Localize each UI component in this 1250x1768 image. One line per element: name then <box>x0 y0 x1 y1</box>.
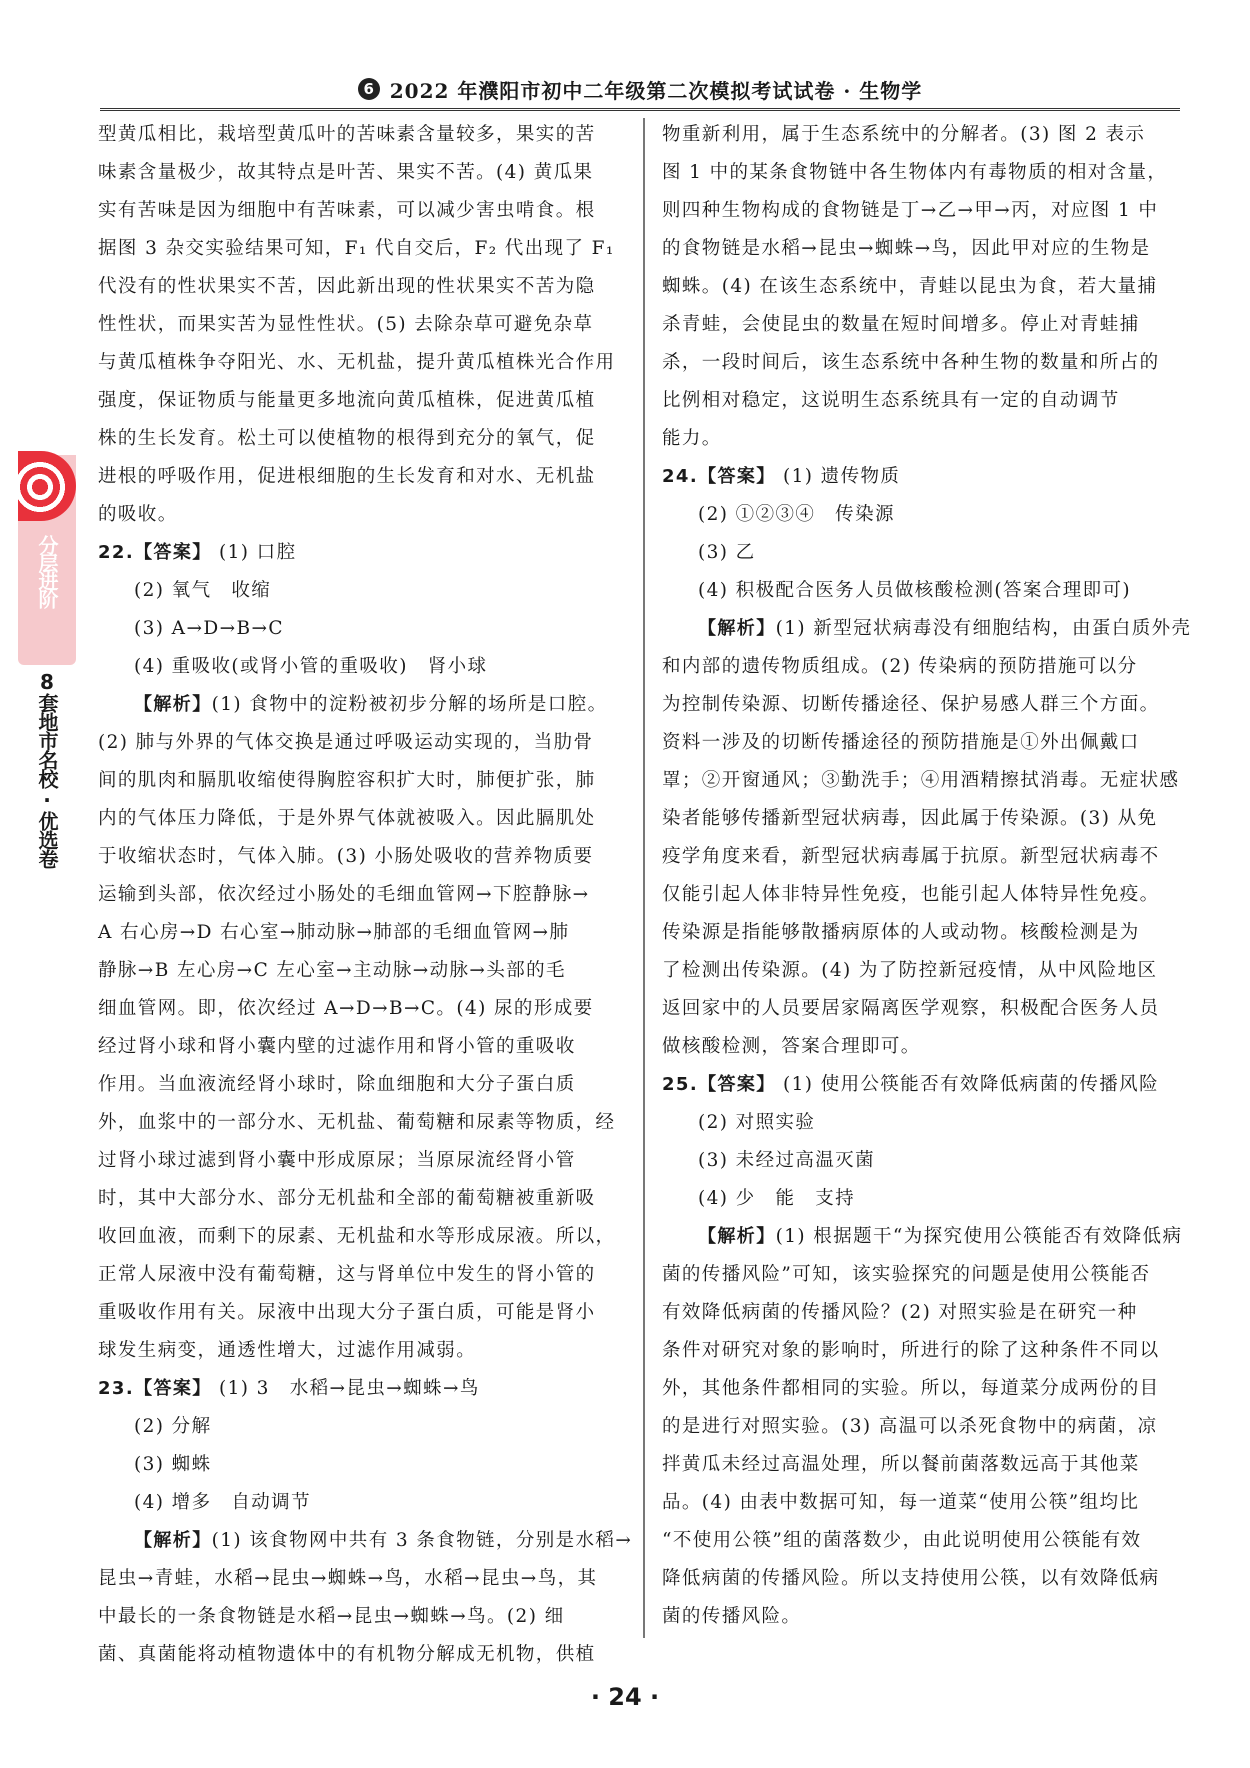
analysis-text: (1) 该食物网中共有 3 条食物链，分别是水稻→ <box>211 1530 633 1551</box>
q22-number: 22. <box>98 542 135 563</box>
text-line: 强度，保证物质与能量更多地流向黄瓜植株，促进黄瓜植 <box>98 390 596 411</box>
text-line: 的吸收。 <box>98 504 178 525</box>
q23-block <box>98 1370 633 1674</box>
text-line: 物重新利用，属于生态系统中的分解者。(3) 图 2 表示 <box>662 124 1146 145</box>
text-line: 于收缩状态时，气体入肺。(3) 小肠处吸收的营养物质要 <box>98 846 594 867</box>
text-line: 传染源是指能够散播病原体的人或动物。核酸检测是为 <box>662 922 1140 943</box>
q23-answer-4: (4) 增多 自动调节 <box>134 1492 311 1513</box>
text-line: 图 1 中的某条食物链中各生物体内有毒物质的相对含量， <box>662 162 1168 183</box>
q25-answer-3: (3) 未经过高温灭菌 <box>698 1150 875 1171</box>
analysis-tag: 【解析】 <box>134 1530 212 1551</box>
text-line: 味素含量极少，故其特点是叶苦、果实不苦。(4) 黄瓜果 <box>98 162 594 183</box>
text-line: 则四种生物构成的食物链是丁→乙→甲→丙，对应图 1 中 <box>662 200 1159 221</box>
text-line: 株的生长发育。松土可以使植物的根得到充分的氧气，促 <box>98 428 596 449</box>
q23-answer-tag: 【答案】 <box>134 1378 212 1399</box>
text-line: 细血管网。即，依次经过 A→D→B→C。(4) 尿的形成要 <box>98 998 594 1019</box>
text-line: “不使用公筷”组的菌落数少，由此说明使用公筷能有效 <box>662 1530 1142 1551</box>
left-column <box>98 116 633 1674</box>
text-line: 比例相对稳定，这说明生态系统具有一定的自动调节 <box>662 390 1120 411</box>
text-line: 据图 3 杂交实验结果可知，F₁ 代自交后，F₂ 代出现了 F₁ <box>98 238 615 259</box>
analysis-tag: 【解析】 <box>698 1226 776 1247</box>
text-line: 有效降低病菌的传播风险？(2) 对照实验是在研究一种 <box>662 1302 1138 1323</box>
text-line <box>98 1522 633 1560</box>
q23-continuation <box>662 116 1182 458</box>
text-line: (2) 肺与外界的气体交换是通过呼吸运动实现的，当肋骨 <box>98 732 594 753</box>
q23-analysis <box>98 1522 633 1674</box>
q22-answer-2: (2) 氧气 收缩 <box>134 580 272 601</box>
q21-continuation <box>98 116 628 534</box>
q25-answer-1: (1) 使用公筷能否有效降低病菌的传播风险 <box>782 1074 1159 1095</box>
text-line: 昆虫→青蛙，水稻→昆虫→蜘蛛→鸟，水稻→昆虫→鸟，其 <box>98 1568 598 1589</box>
text-line: 代没有的性状果实不苦，因此新出现的性状果实不苦为隐 <box>98 276 596 297</box>
q23-number: 23. <box>98 1378 135 1399</box>
q25-block <box>662 1066 1182 1636</box>
q24-number: 24. <box>662 466 699 487</box>
right-column <box>662 116 1192 1636</box>
analysis-text: (1) 根据题干“为探究使用公筷能否有效降低病 <box>775 1226 1183 1247</box>
q25-number: 25. <box>662 1074 699 1095</box>
text-line: 球发生病变，通透性增大，过滤作用减弱。 <box>98 1340 477 1361</box>
q24-answer-4: (4) 积极配合医务人员做核酸检测(答案合理即可) <box>698 580 1132 601</box>
text-line: 进根的呼吸作用，促进根细胞的生长发育和对水、无机盐 <box>98 466 596 487</box>
page-title: 2022 年濮阳市初中二年级第二次模拟考试试卷 · 生物学 <box>389 78 923 103</box>
q24-answer-2: (2) ①②③④ 传染源 <box>698 504 895 525</box>
text-line: 运输到头部，依次经过小肠处的毛细血管网→下腔静脉→ <box>98 884 590 905</box>
q22-block <box>98 534 628 1370</box>
text-line: 返回家中的人员要居家隔离医学观察，积极配合医务人员 <box>662 998 1160 1019</box>
header-badge: 6 <box>358 78 380 100</box>
text-line: 仅能引起人体非特异性免疫，也能引起人体特异性免疫。 <box>662 884 1160 905</box>
text-line: 为控制传染源、切断传播途径、保护易感人群三个方面。 <box>662 694 1160 715</box>
q25-answer-2: (2) 对照实验 <box>698 1112 816 1133</box>
q24-answer-1: (1) 遗传物质 <box>782 466 901 487</box>
text-line: 菌的传播风险”可知，该实验探究的问题是使用公筷能否 <box>662 1264 1151 1285</box>
text-line: 外，血浆中的一部分水、无机盐、葡萄糖和尿素等物质，经 <box>98 1112 616 1133</box>
q25-answer-4: (4) 少 能 支持 <box>698 1188 856 1209</box>
q23-answer-3: (3) 蜘蛛 <box>134 1454 212 1475</box>
text-line: 疫学角度来看，新型冠状病毒属于抗原。新型冠状病毒不 <box>662 846 1160 867</box>
text-line: A 右心房→D 右心室→肺动脉→肺部的毛细血管网→肺 <box>98 922 570 943</box>
q22-answer-3: (3) A→D→B→C <box>134 618 284 639</box>
text-line: 杀青蛙，会使昆虫的数量在短时间增多。停止对青蛙捕 <box>662 314 1140 335</box>
q24-analysis <box>662 610 1192 1066</box>
text-line: 蜘蛛。(4) 在该生态系统中，青蛙以昆虫为食，若大量捕 <box>662 276 1158 297</box>
text-line: 降低病菌的传播风险。所以支持使用公筷，以有效降低病 <box>662 1568 1160 1589</box>
text-line <box>662 610 1192 648</box>
text-line: 罩；②开窗通风；③勤洗手；④用酒精擦拭消毒。无症状感 <box>662 770 1180 791</box>
text-line: 杀，一段时间后，该生态系统中各种生物的数量和所占的 <box>662 352 1160 373</box>
q22-answer-4: (4) 重吸收(或肾小管的重吸收) 肾小球 <box>134 656 488 677</box>
text-line <box>98 686 628 724</box>
text-line: 拌黄瓜未经过高温处理，所以餐前菌落数远高于其他菜 <box>662 1454 1140 1475</box>
text-line: 性性状，而果实苦为显性性状。(5) 去除杂草可避免杂草 <box>98 314 594 335</box>
side-series-label: 8套地市名校·优选卷 <box>35 670 59 868</box>
text-line <box>662 1218 1182 1256</box>
column-divider <box>643 118 645 1638</box>
q24-block <box>662 458 1192 1066</box>
text-line: 实有苦味是因为细胞中有苦味素，可以减少害虫啃食。根 <box>98 200 596 221</box>
q22-answer-1: (1) 口腔 <box>218 542 297 563</box>
text-line: 过肾小球过滤到肾小囊中形成原尿；当原尿流经肾小管 <box>98 1150 576 1171</box>
text-line: 间的肌肉和膈肌收缩使得胸腔容积扩大时，肺便扩张，肺 <box>98 770 596 791</box>
text-line: 时，其中大部分水、部分无机盐和全部的葡萄糖被重新吸 <box>98 1188 596 1209</box>
text-line: 了检测出传染源。(4) 为了防控新冠疫情，从中风险地区 <box>662 960 1158 981</box>
text-line: 的食物链是水稻→昆虫→蜘蛛→鸟，因此甲对应的生物是 <box>662 238 1151 259</box>
text-line: 正常人尿液中没有葡萄糖，这与肾单位中发生的肾小管的 <box>98 1264 596 1285</box>
q22-answer-tag: 【答案】 <box>134 542 212 563</box>
q23-answer-1: (1) 3 水稻→昆虫→蜘蛛→鸟 <box>218 1378 480 1399</box>
side-tab <box>18 455 76 665</box>
q22-analysis <box>98 686 628 1370</box>
page-number: · 24 · <box>590 1683 660 1711</box>
q25-analysis <box>662 1218 1182 1636</box>
text-line: 做核酸检测，答案合理即可。 <box>662 1036 921 1057</box>
page-header <box>100 70 1180 111</box>
text-line: 静脉→B 左心房→C 左心室→主动脉→动脉→头部的毛 <box>98 960 566 981</box>
text-line: 内的气体压力降低，于是外界气体就被吸入。因此膈肌处 <box>98 808 596 829</box>
analysis-text: (1) 新型冠状病毒没有细胞结构，由蛋白质外壳 <box>775 618 1192 639</box>
analysis-tag: 【解析】 <box>134 694 212 715</box>
text-line: 作用。当血液流经肾小球时，除血细胞和大分子蛋白质 <box>98 1074 576 1095</box>
side-tab-label: 分层进阶 <box>35 535 59 607</box>
text-line: 型黄瓜相比，栽培型黄瓜叶的苦味素含量较多，果实的苦 <box>98 124 596 145</box>
text-line: 菌的传播风险。 <box>662 1606 802 1627</box>
analysis-text: (1) 食物中的淀粉被初步分解的场所是口腔。 <box>211 694 608 715</box>
text-line: 经过肾小球和肾小囊内壁的过滤作用和肾小管的重吸收 <box>98 1036 576 1057</box>
text-line: 外，其他条件都相同的实验。所以，每道菜分成两份的目 <box>662 1378 1160 1399</box>
text-line: 重吸收作用有关。尿液中出现大分子蛋白质，可能是肾小 <box>98 1302 596 1323</box>
q25-answer-tag: 【答案】 <box>698 1074 776 1095</box>
target-icon <box>18 451 76 521</box>
text-line: 能力。 <box>662 428 722 449</box>
text-line: 资料一涉及的切断传播途径的预防措施是①外出佩戴口 <box>662 732 1140 753</box>
text-line: 条件对研究对象的影响时，所进行的除了这种条件不同以 <box>662 1340 1160 1361</box>
text-line: 收回血液，而剩下的尿素、无机盐和水等形成尿液。所以， <box>98 1226 616 1247</box>
text-line: 的是进行对照实验。(3) 高温可以杀死食物中的病菌，凉 <box>662 1416 1158 1437</box>
q23-answer-2: (2) 分解 <box>134 1416 212 1437</box>
q24-answer-3: (3) 乙 <box>698 542 756 563</box>
text-line: 品。(4) 由表中数据可知，每一道菜“使用公筷”组均比 <box>662 1492 1140 1513</box>
text-line: 中最长的一条食物链是水稻→昆虫→蜘蛛→鸟。(2) 细 <box>98 1606 565 1627</box>
analysis-tag: 【解析】 <box>698 618 776 639</box>
text-line: 和内部的遗传物质组成。(2) 传染病的预防措施可以分 <box>662 656 1138 677</box>
q24-answer-tag: 【答案】 <box>698 466 776 487</box>
text-line: 与黄瓜植株争夺阳光、水、无机盐，提升黄瓜植株光合作用 <box>98 352 616 373</box>
text-line: 染者能够传播新型冠状病毒，因此属于传染源。(3) 从免 <box>662 808 1158 829</box>
text-line: 菌、真菌能将动植物遗体中的有机物分解成无机物，供植 <box>98 1644 596 1665</box>
